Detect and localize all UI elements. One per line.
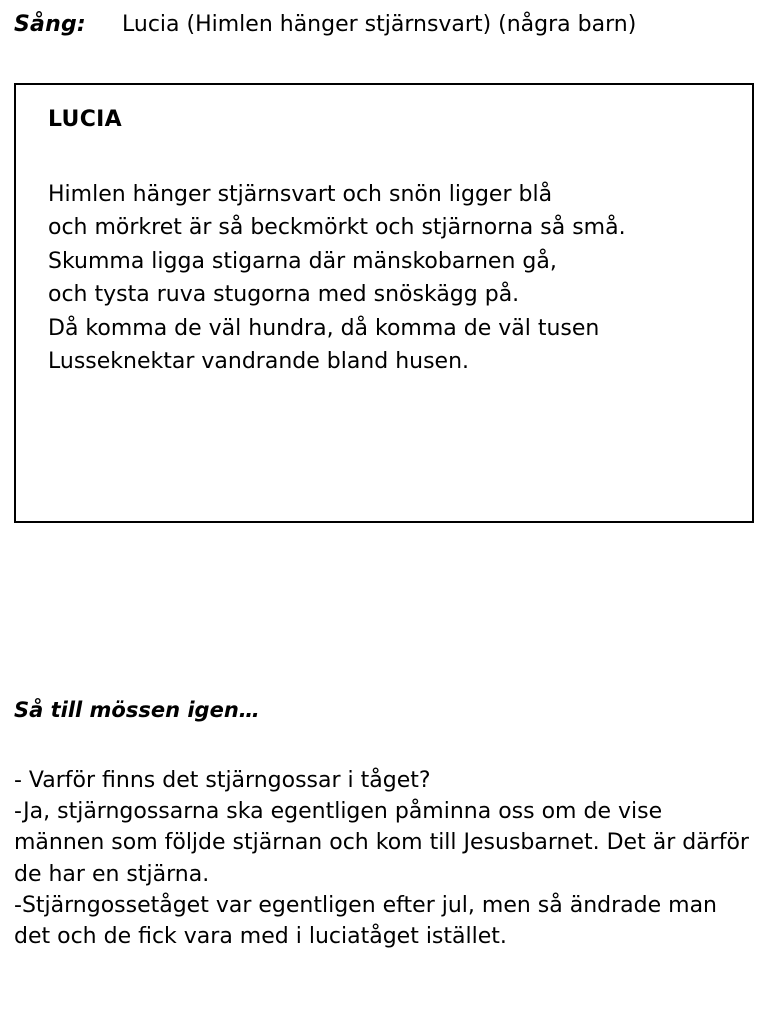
lyric-line: Lusseknektar vandrande bland husen. — [48, 349, 470, 375]
lyric-line: Då komma de väl hundra, då komma de väl tusen — [48, 315, 600, 341]
lyric-line: Himlen hänger stjärnsvart och snön ligger blå — [48, 182, 553, 207]
section-note: Så till mössen igen… — [14, 698, 260, 722]
dialogue-line: -Stjärngossetåget var egentligen efter jul, men så ändrade man det och de fick vara med i luciatåget istället. — [14, 892, 717, 950]
lyric-heading: LUCIA — [48, 107, 122, 132]
song-header — [0, 0, 769, 37]
dialogue-line: -Ja, stjärngossarna ska egentligen påminna oss om de vise männen som följde stjärnan och kom till Jesusbarnet. Det är därför de har en stjärna. — [14, 799, 749, 887]
song-label: Sång: — [14, 12, 86, 37]
lyric-lines — [48, 178, 720, 379]
lyric-box — [14, 83, 754, 523]
dialogue-block — [14, 765, 756, 952]
song-title: Lucia (Himlen hänger stjärnsvart) (några barn) — [122, 12, 637, 37]
lyric-line: och mörkret är så beckmörkt och stjärnorna så små. — [48, 215, 626, 241]
lyric-line: och tysta ruva stugorna med snöskägg på. — [48, 282, 520, 308]
dialogue-line: - Varför finns det stjärngossar i tåget? — [14, 768, 431, 793]
lyric-line: Skumma ligga stigarna där mänskobarnen gå, — [48, 248, 557, 274]
